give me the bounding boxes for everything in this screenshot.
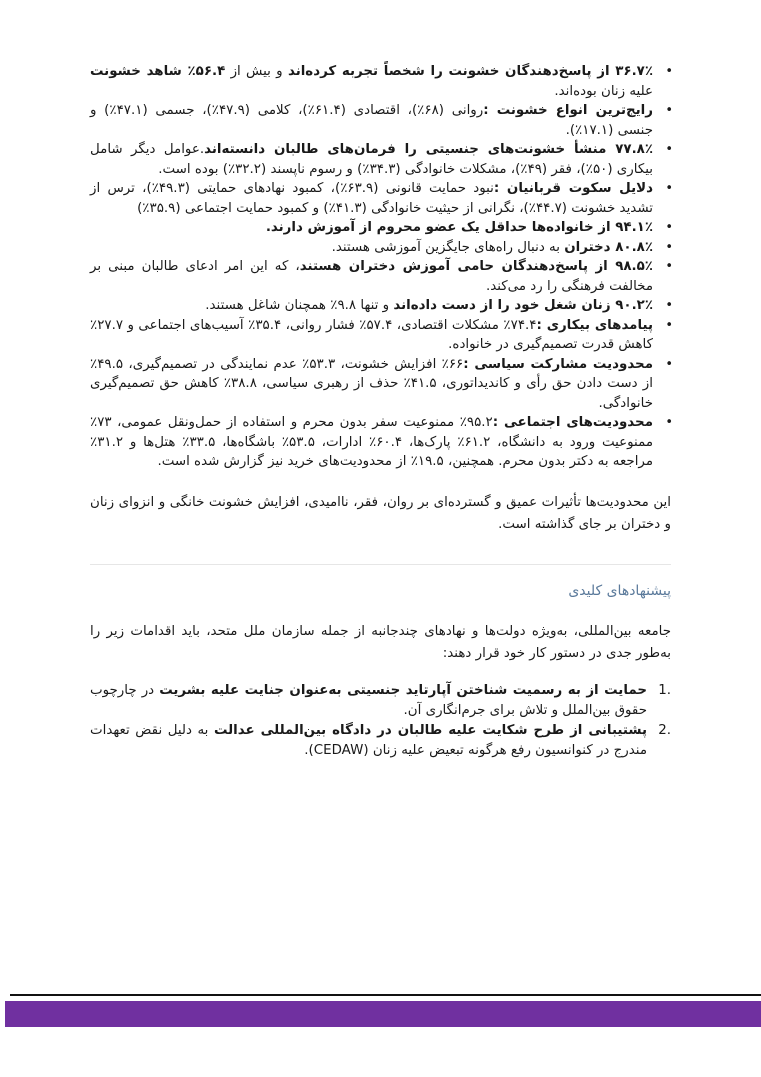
bullet-bold: ۹۴.۱٪ از خانواده‌ها حداقل یک عضو محروم از آموزش دارند. [265, 220, 653, 235]
list-item [90, 101, 671, 140]
document-body [90, 62, 671, 761]
bullet-bold: ۸۰.۸٪ دختران [564, 239, 653, 255]
footer-rule [10, 994, 761, 996]
bullet-bold: ۵۶.۴٪ شاهد خشونت [90, 64, 226, 79]
bullet-bold: پیامدهای بیکاری : [536, 317, 653, 333]
list-item [90, 257, 671, 296]
bullet-bold: رایج‌ترین انواع خشونت : [483, 103, 653, 118]
recommendations-list [90, 681, 671, 761]
bullet-text: ، که این امر ادعای طالبان مبنی بر مخالفت فرهنگی را رد می‌کند. [90, 259, 653, 294]
list-item [90, 179, 671, 218]
bullet-bold: ۹۰.۲٪ زنان شغل خود را از دست داده‌اند [393, 298, 653, 313]
recommendation-bold: پشتیبانی از طرح شکایت علیه طالبان در دادگاه بین‌المللی عدالت [213, 722, 647, 738]
bullet-text: نبود حمایت قانونی (۶۳.۹٪)، کمبود نهادهای حمایتی (۴۹.۳٪)، ترس از تشدید خشونت (۴۴.۷٪)، نگرانی از حیثیت خانوادگی (۴۱.۳٪) و کمبود حمایت اجتماعی (۳۵.۹٪) [90, 181, 653, 216]
list-item [90, 413, 671, 472]
bullet-text: ۹۵.۲٪ ممنوعیت سفر بدون محرم و استفاده از حمل‌ونقل عمومی، ۷۳٪ ممنوعیت ورود به دانشگاه، ۶۱.۲٪ پارک‌ها، ۶۰.۴٪ ادارات، ۵۳.۵٪ باشگاه‌ها، ۳۳.۵٪ هتل‌ها و ۳۱.۲٪ مراجعه به دکتر بدون محرم. همچنین، ۱۹.۵٪ از محدودیت‌های خرید نیز گزارش شده است. [90, 415, 654, 469]
bullet-bold: محدودیت‌های اجتماعی : [492, 415, 653, 430]
bullet-text: و تنها ۹.۸٪ همچنان شاغل هستند. [205, 298, 394, 313]
section-divider [90, 564, 671, 565]
list-item [90, 721, 671, 761]
section-heading: پیشنهادهای کلیدی [568, 582, 671, 599]
intro-paragraph: جامعه بین‌المللی، به‌ویژه دولت‌ها و نهادهای چندجانبه از جمله سازمان ملل متحد، باید اقدامات زیر را به‌طور جدی در دستور کار خود قرار دهند: [90, 623, 671, 661]
findings-list [90, 62, 671, 472]
recommendation-text: در چارچوب حقوق بین‌الملل و تلاش برای جرم‌انگاری آن. [90, 682, 647, 718]
list-item [90, 218, 671, 238]
bullet-text: .عوامل دیگر شامل بیکاری (۵۰٪)، فقر (۴۹٪)، مشکلات خانوادگی (۳۴.۳٪) و رسوم ناپسند (۳۲.۲٪) بوده است. [90, 142, 653, 177]
bullet-bold: ۳۶.۷٪ از پاسخ‌دهندگان خشونت را شخصاً تجربه کرده‌اند [287, 64, 654, 79]
bullet-text: ۶۶٪ افزایش خشونت، ۵۳.۳٪ عدم نمایندگی در تصمیم‌گیری، ۴۹.۵٪ از دست دادن حق رأی و کاندیداتوری، ۴۱.۵٪ حذف از رهبری سیاسی، ۳۸.۸٪ کاهش حق تصمیم‌گیری خانوادگی. [90, 356, 653, 411]
bullet-text: و بیش از [225, 64, 288, 79]
list-item [90, 62, 671, 101]
recommendation-text: به دلیل نقض تعهدات مندرج در کنوانسیون رفع هرگونه تبعیض علیه زنان (CEDAW). [90, 722, 647, 758]
bullet-text: ۷۴.۴٪ مشکلات اقتصادی، ۵۷.۴٪ فشار روانی، ۳۵.۴٪ آسیب‌های اجتماعی و ۲۷.۷٪ کاهش قدرت تصمیم‌گیری در خانواده. [90, 317, 653, 352]
bullet-bold: محدودیت مشارکت سیاسی : [463, 356, 653, 372]
bullet-bold: ۷۷.۸٪ منشأ خشونت‌های جنسیتی را فرمان‌های طالبان دانسته‌اند [204, 142, 653, 157]
list-item [90, 140, 671, 179]
list-item [90, 681, 671, 721]
bullet-bold: دلایل سکوت قربانیان : [493, 181, 653, 196]
recommendation-bold: حمایت از به رسمیت شناختن آپارتاید جنسیتی به‌عنوان جنایت علیه بشریت [159, 682, 647, 698]
list-item [90, 296, 671, 316]
effects-paragraph: این محدودیت‌ها تأثیرات عمیق و گسترده‌ای بر روان، فقر، ناامیدی، افزایش خشونت خانگی و انزوای زنان و دختران بر جای گذاشته است. [90, 494, 671, 532]
item-number: .2 [658, 722, 671, 738]
footer-band [5, 1001, 761, 1027]
list-item [90, 355, 671, 414]
list-item [90, 238, 671, 258]
bullet-text: به دنبال راه‌های جایگزین آموزشی هستند. [331, 239, 565, 255]
bullet-text: علیه زنان بوده‌اند. [554, 83, 653, 99]
list-item [90, 316, 671, 355]
item-number: .1 [658, 682, 671, 698]
bullet-text: روانی (۶۸٪)، اقتصادی (۶۱.۴٪)، کلامی (۴۷.۹٪)، جسمی (۴۷.۱٪) و جنسی (۱۷.۱٪). [90, 103, 653, 138]
bullet-bold: ۹۸.۵٪ از پاسخ‌دهندگان حامی آموزش دختران هستند [299, 259, 653, 274]
